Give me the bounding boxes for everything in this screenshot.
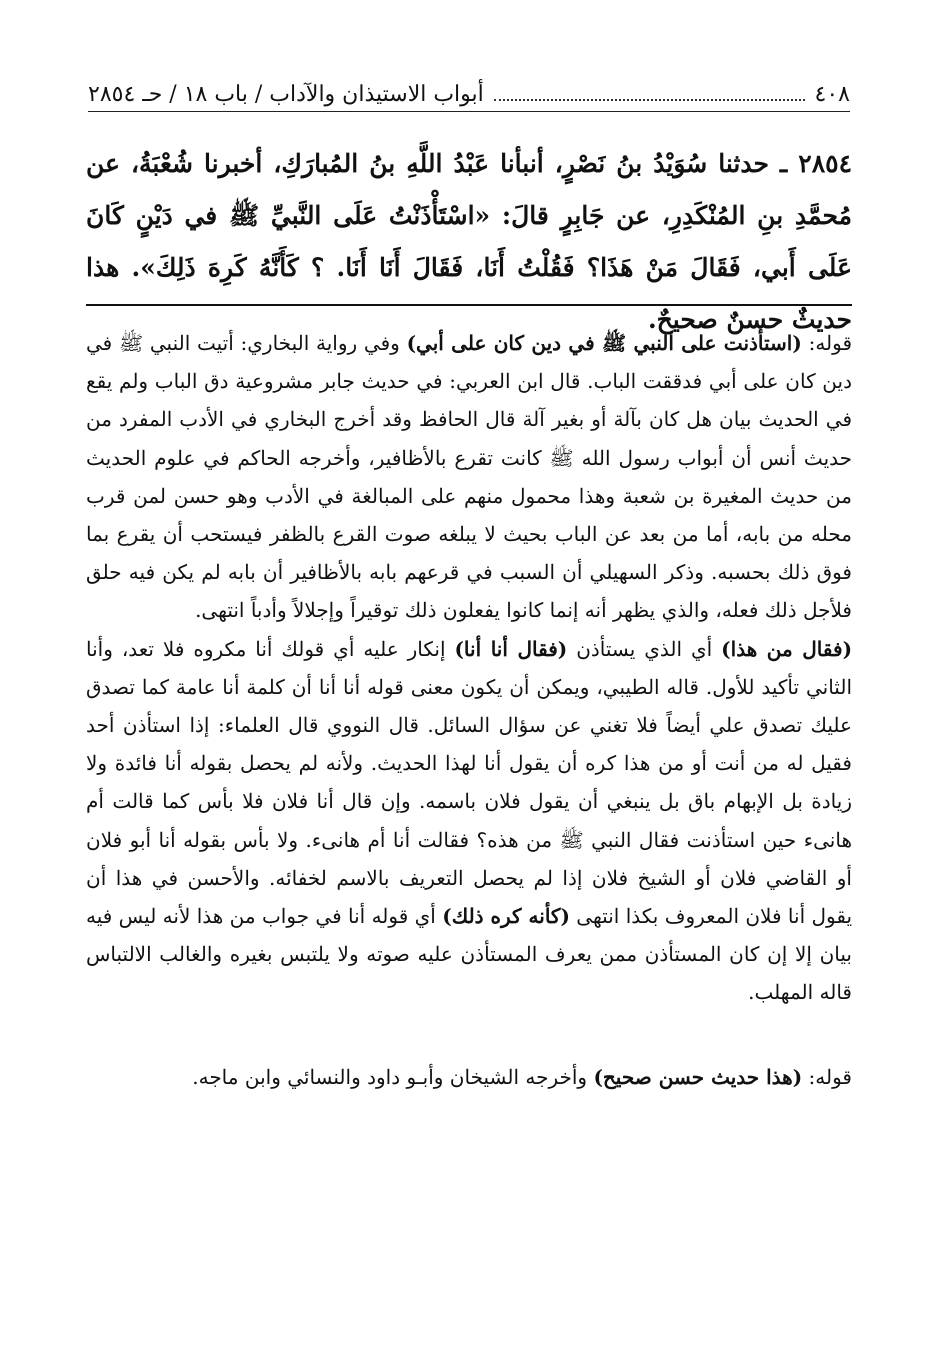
commentary-text: إنكار عليه أي قولك أنا مكروه فلا تعد، وأنا الثاني تأكيد للأول. قاله الطيبي، ويمكن أن يكون معنى قوله أنا أنا أن كلمة أنا عامة كما تصدق عليك تصدق علي أيضاً فلا تغني عن سؤال السائل. قال النووي قال العلماء: إذا استأذن أحد فقيل له من أنت أو من هذا كره أن يقول أنا لهذا الحديث. ولأنه لم يحصل بقوله أنا فائدة ولا زيادة بل الإبهام باق بل ينبغي أن يقول فلان باسمه. وإن قال أنا فلان فلا بأس كما قالت أم هانىء حين استأذنت فقال النبي ﷺ من هذه؟ فقالت أنا أم هانىء. ولا بأس بقوله أنا أبو فلان أو القاضي فلان أو الشيخ فلان إذا لم يحصل التعريف بالاسم لخفائه. والأحسن في هذا أن يقول أنا فلان المعروف بكذا انتهى <box>86 636 853 929</box>
commentary-quote: (فقال أنا أنا) <box>454 636 568 661</box>
commentary-text: وفي رواية البخاري: أتيت النبي ﷺ في دين كان على أبي فدققت الباب. قال ابن العربي: في حديث جابر مشروعية دق الباب ولم يقع في الحديث بيان هل كان بآلة أو بغير آلة قال الحافظ وقد أخرج البخاري في الأدب المفرد من حديث أنس أن أبواب رسول الله ﷺ كانت تقرع بالأظافير، وأخرجه الحاكم في علوم الحديث من حديث المغيرة بن شعبة وهذا محمول منهم على المبالغة في الأدب وهو حسن لمن قرب محله من بابه، أما من بعد عن الباب بحيث لا يبلغه صوت القرع بالظفر فيستحب أن يقرع بما فوق ذلك بحسبه. وذكر السهيلي أن السبب في قرعهم بابه بالأظافير أن بابه لم يكن فيه حلق فلأجل ذلك فعله، والذي يظهر أنه إنما كانوا يفعلون ذلك توقيراً وإجلالاً وأدباً انتهى. <box>86 331 852 623</box>
hadith-text: ـ حدثنا سُوَيْدُ بنُ نَصْرٍ، أنبأنا عَبْدُ اللَّهِ بنُ المُبارَكِ، أخبرنا شُعْبَةُ، عن مُحمَّدِ بنِ المُنْكَدِرِ، عن جَابِرٍ قالَ: «اسْتَأْذَنْتُ عَلَى النَّبيِّ ﷺ في دَيْنٍ كَانَ عَلَى أَبي، فَقَالَ مَنْ هَذَا؟ فَقُلْتُ أَنَا، فَقَالَ أَنَا أَنَا. ؟ كَأَنَّهُ كَرِهَ ذَلِكَ». هذا حديثٌ حسنٌ صحيحٌ. <box>86 149 852 334</box>
dotted-leader <box>494 99 805 101</box>
running-header <box>88 76 850 112</box>
commentary-paragraph-1 <box>86 324 852 630</box>
commentary-text: أي الذي يستأذن <box>576 636 713 661</box>
commentary-paragraph-2 <box>86 630 852 1012</box>
final-note-lead: قوله: <box>808 1065 852 1089</box>
separator-rule <box>86 304 852 306</box>
commentary-quote: (كأنه كره ذلك) <box>442 904 570 929</box>
final-note <box>86 1058 852 1096</box>
hadith-number: ٢٨٥٤ <box>798 149 852 178</box>
commentary-quote: (فقال من هذا) <box>721 636 853 661</box>
commentary-lead: قوله: <box>808 331 853 355</box>
commentary-quote: (استأذنت على النبي ﷺ في دين كان على أبي) <box>406 331 802 355</box>
commentary-text: أي قوله أنا في جواب من هذا لأنه ليس فيه بيان إلا إن كان المستأذن ممن يعرف المستأذن عليه صوته ولا يلتبس بغيره والغالب الالتباس قاله المهلب. <box>86 904 852 1005</box>
commentary-block <box>86 324 852 1012</box>
page-number: ٤٠٨ <box>814 82 850 107</box>
final-note-quote: (هذا حديث حسن صحيح) <box>593 1065 803 1089</box>
hadith-block <box>86 138 852 346</box>
section-title: أبواب الاستيذان والآداب / باب ١٨ / حـ ٢٨٥٤ <box>88 82 484 107</box>
hadith-paragraph <box>86 138 852 346</box>
final-note-text: وأخرجه الشيخان وأبـو داود والنسائي وابن ماجه. <box>192 1065 588 1089</box>
